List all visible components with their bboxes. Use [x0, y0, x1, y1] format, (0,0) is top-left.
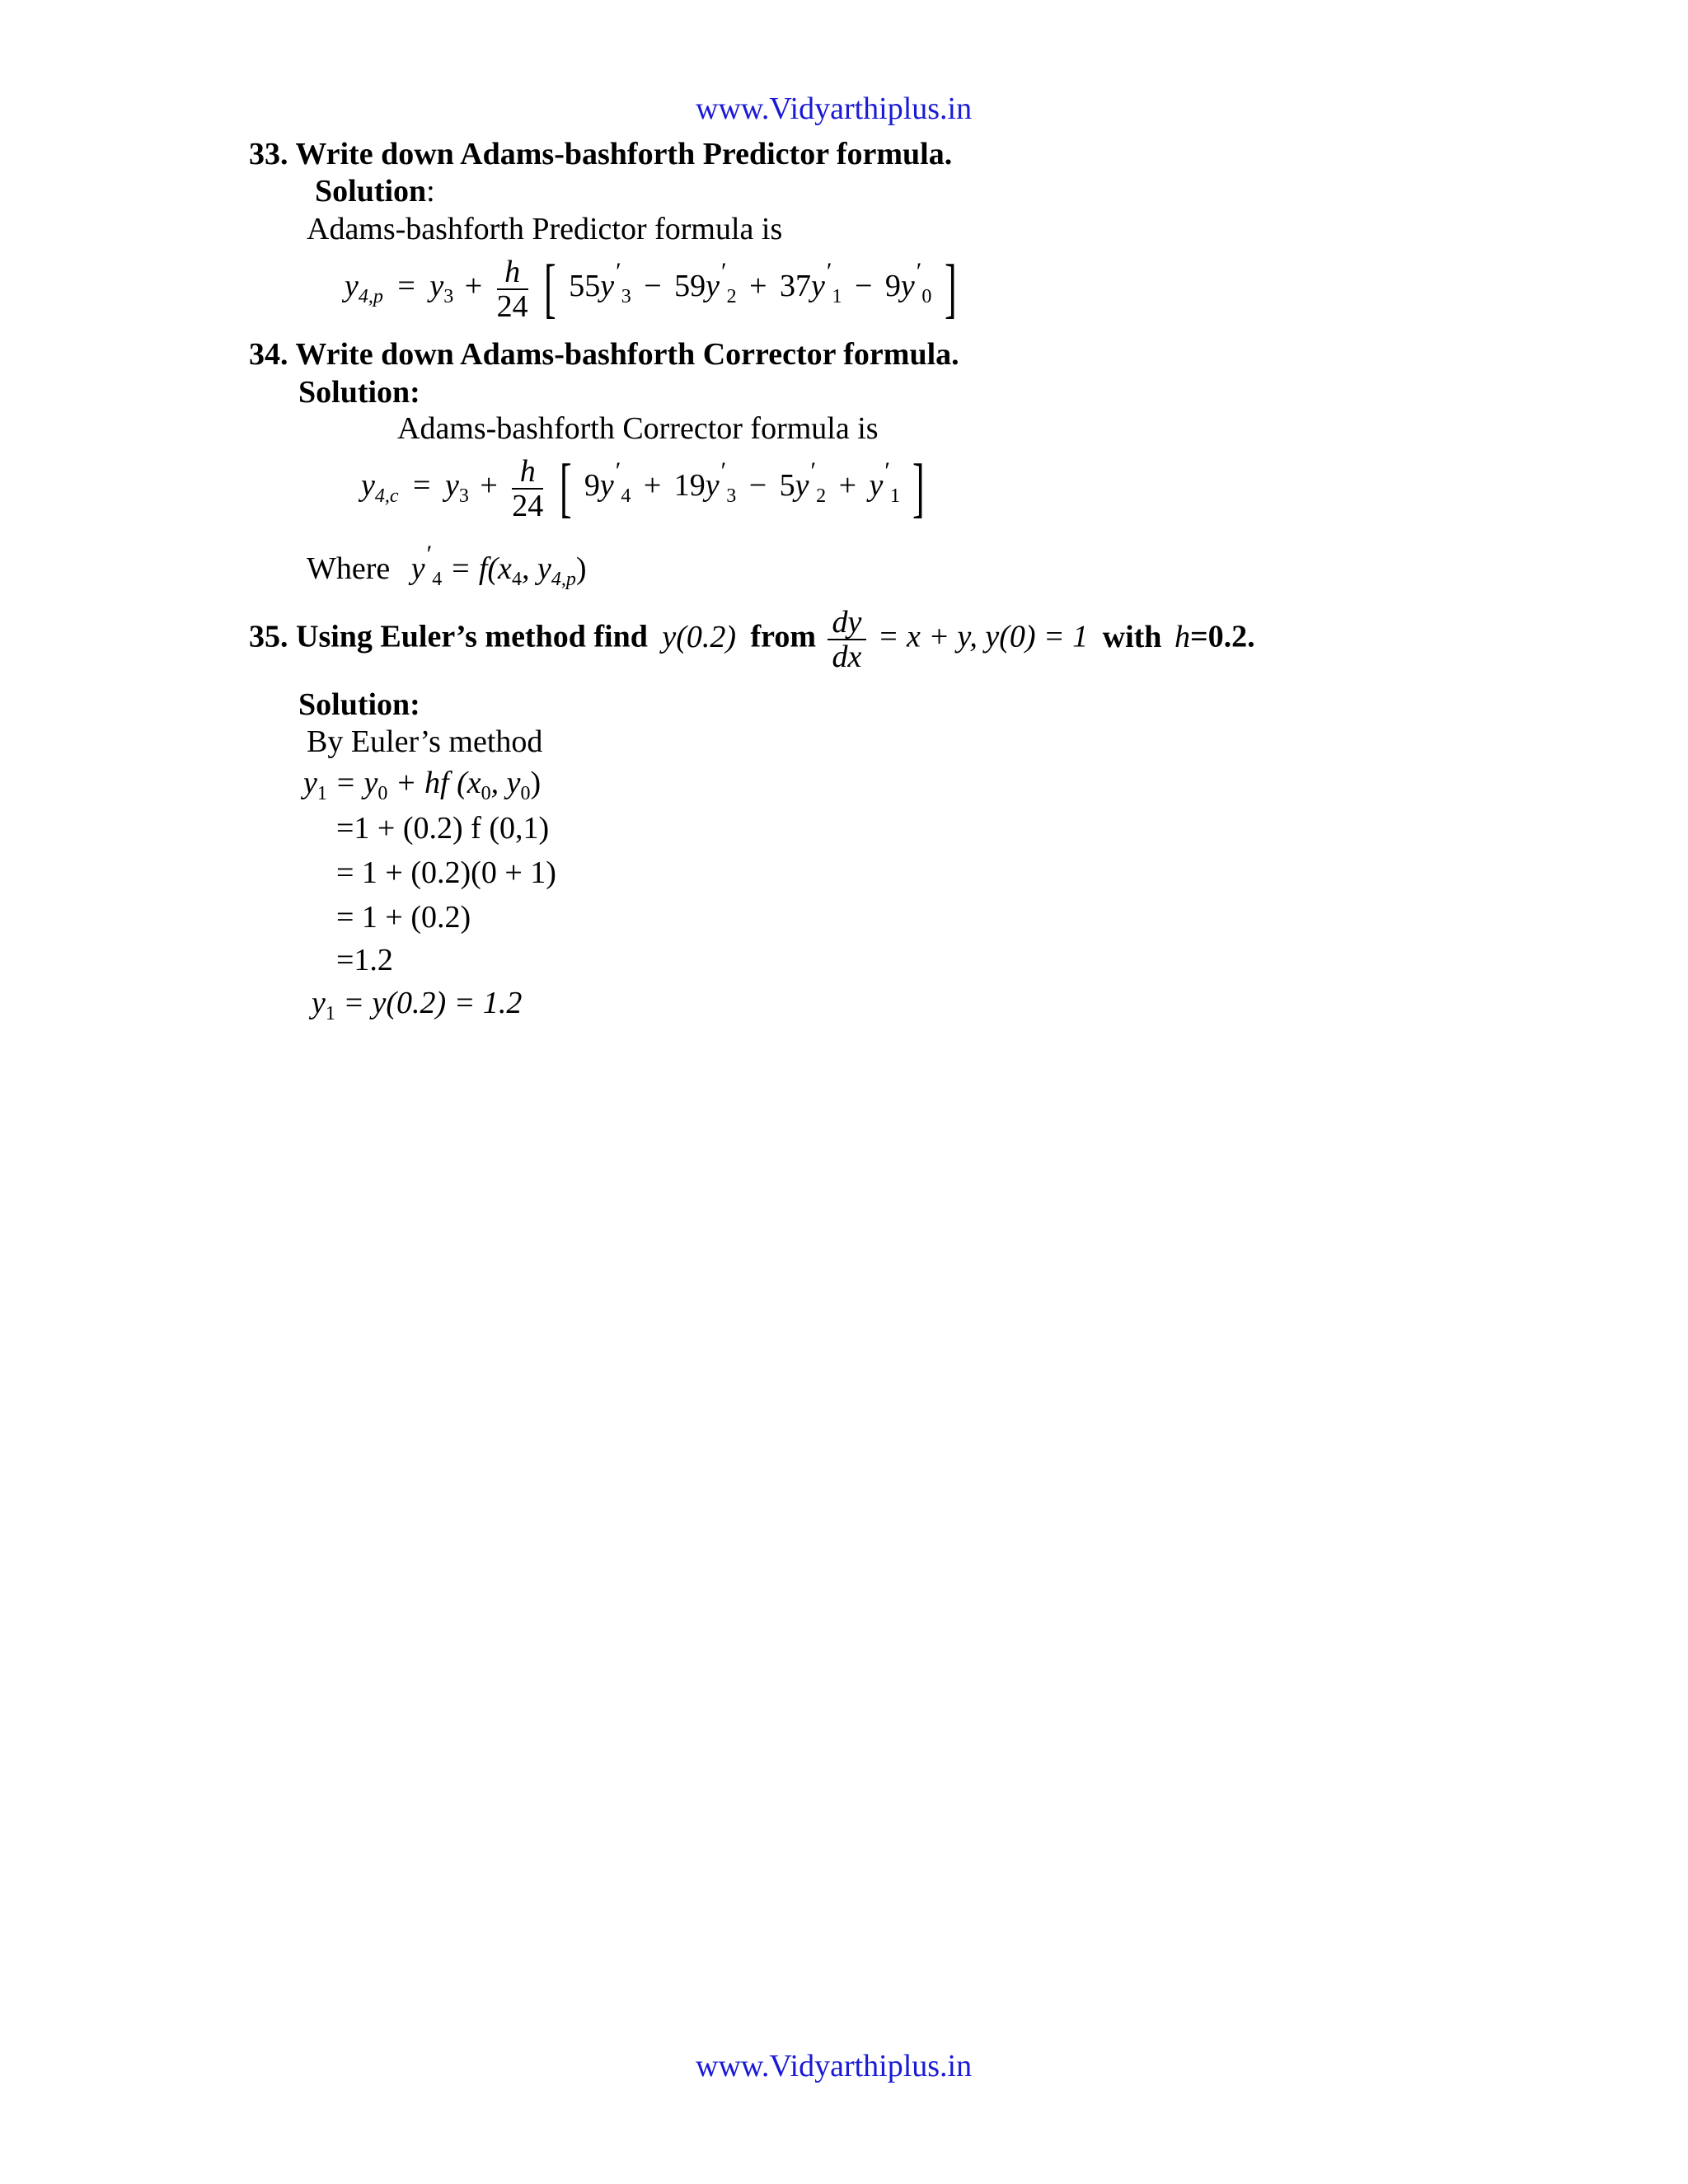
q33-solution-text: Solution [315, 174, 427, 209]
q35-question-part1: 35. Using Euler’s method find [249, 619, 648, 654]
q34-where-expr: $y'_4 = f(x_4$, $y_{4,p}$) [410, 541, 587, 590]
q33-formula: $y_{4,p} = y_3$ + $\frac{h}{24}$ [ $55y'_3 - 59y'_2 + 37y'_1 - 9y'_0$ ] [345, 252, 957, 325]
q35-step4: = 1 + (0.2) [336, 900, 471, 935]
q35-h-value: =0.2. [1189, 619, 1255, 654]
header-site-link[interactable]: www.Vidyarthiplus.in [696, 91, 973, 126]
q35-step2: =1 + (0.2) f (0,1) [336, 811, 550, 846]
q35-step3: = 1 + (0.2)(0 + 1) [336, 855, 556, 890]
question-34: 34. Write down Adams-bashforth Corrector formula. [249, 337, 959, 372]
q35-equation: = x + y, y(0) = 1 [877, 619, 1089, 654]
q35-method: By Euler’s method [307, 724, 543, 759]
q33-solution-colon: : [426, 174, 435, 209]
q35-with: with [1102, 619, 1162, 654]
q35-y02: y(0.2) [662, 619, 737, 654]
q35-step1: $y_1 = y_0$ + hf ($x_0$, $y_0$) [303, 766, 542, 804]
q33-fraction: $\frac{h}{24}$ [496, 254, 528, 324]
question-35 [249, 606, 1255, 673]
q34-intro: Adams-bashforth Corrector formula is [397, 411, 879, 446]
q34-lhs: $y_{4,c}$ [361, 468, 399, 508]
q33-lhs: $y_{4,p}$ [345, 269, 383, 308]
q34-solution-label: Solution: [298, 375, 420, 410]
q35-solution-label: Solution: [298, 687, 420, 722]
q35-from: from [750, 619, 817, 654]
q33-intro: Adams-bashforth Predictor formula is [307, 212, 783, 246]
question-33: 33. Write down Adams-bashforth Predictor formula. [249, 137, 953, 171]
q35-result: $y_1 = y(0.2) = 1.2$ [312, 986, 523, 1024]
q34-where-label: Where [307, 551, 391, 586]
q33-solution-label [315, 173, 435, 209]
q35-h: h [1174, 619, 1190, 654]
q35-step5: =1.2 [336, 943, 393, 977]
q35-dydx: $\frac{dy}{dx}$ [828, 606, 867, 673]
footer-site-link[interactable]: www.Vidyarthiplus.in [696, 2049, 973, 2083]
q34-fraction: $\frac{h}{24}$ [512, 453, 544, 523]
q34-formula: $y_{4,c} = y_3$ + $\frac{h}{24}$ [ $9y'_4 + 19y'_3 - 5y'_2 + y'_1$ ] [361, 452, 926, 524]
q34-where [307, 541, 587, 591]
